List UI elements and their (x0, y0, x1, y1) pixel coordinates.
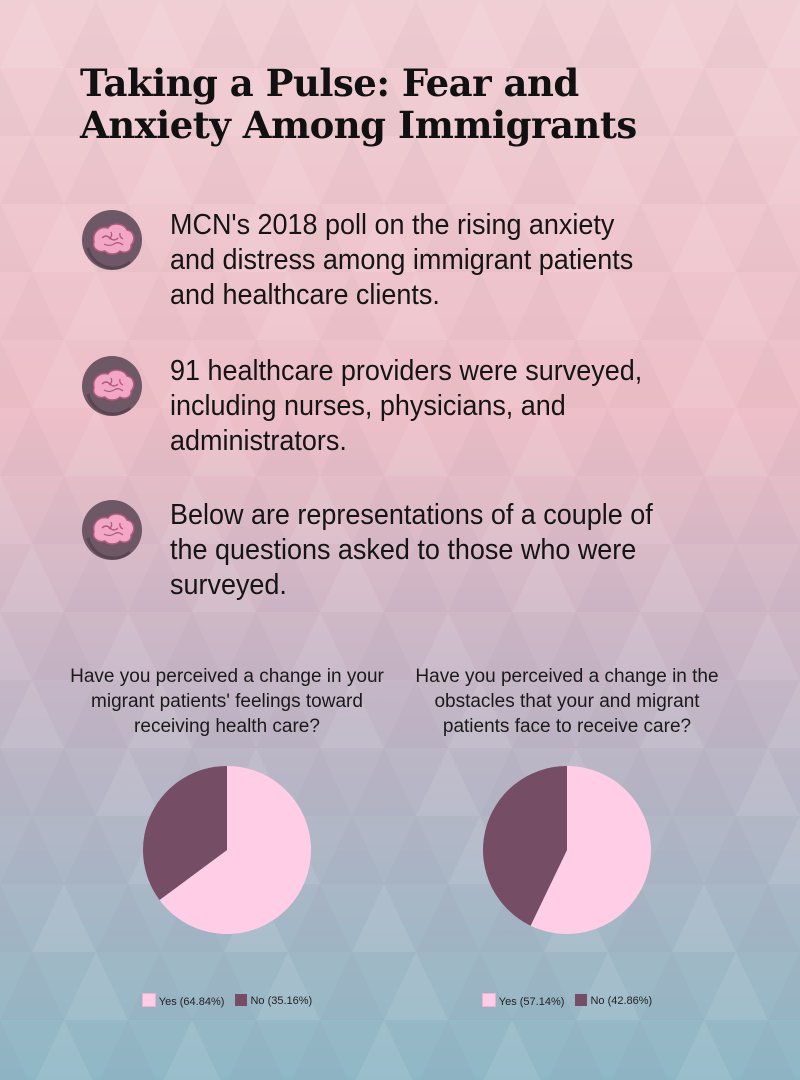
brain-icon (80, 498, 144, 562)
legend-swatch-no (575, 994, 587, 1006)
legend-item-yes (142, 993, 225, 1008)
legend-label-yes: Yes (57.14%) (498, 996, 565, 1008)
legend-swatch-yes (482, 993, 496, 1007)
pie-chart-obstacles (402, 664, 732, 1024)
legend-item-yes (482, 993, 565, 1008)
legend-label-yes: Yes (64.84%) (158, 996, 225, 1008)
chart-legend (62, 993, 392, 1008)
brain-icon (80, 354, 144, 418)
legend-swatch-no (235, 994, 247, 1006)
bullet-text: MCN's 2018 poll on the rising anxiety and distress among immigrant patients and healthcare clients. (170, 209, 634, 311)
legend-item-no (235, 994, 312, 1007)
pie-chart-svg (62, 744, 392, 944)
bullet-text: 91 healthcare providers were surveyed, including nurses, physicians, and administrators. (170, 355, 643, 457)
chart-title: Have you perceived a change in the obstacles that your and migrant patients face to receive care? (415, 666, 719, 737)
legend-item-no (575, 994, 652, 1007)
bullet-item (80, 354, 720, 464)
legend-label-no: No (35.16%) (250, 995, 313, 1007)
bullet-item (80, 208, 720, 318)
chart-legend (402, 993, 732, 1008)
legend-label-no: No (42.86%) (590, 995, 653, 1007)
pie-chart-svg (402, 744, 732, 944)
chart-title: Have you perceived a change in your migrant patients' feelings toward receiving health care? (70, 666, 384, 737)
brain-icon (80, 208, 144, 272)
page-title: Taking a Pulse: Fear and Anxiety Among Immigrants (80, 61, 637, 147)
bullet-item (80, 498, 720, 608)
legend-swatch-yes (142, 993, 156, 1007)
bullet-text: Below are representations of a couple of the questions asked to those who were surveyed. (170, 499, 653, 601)
pie-chart-feelings (62, 664, 392, 1024)
